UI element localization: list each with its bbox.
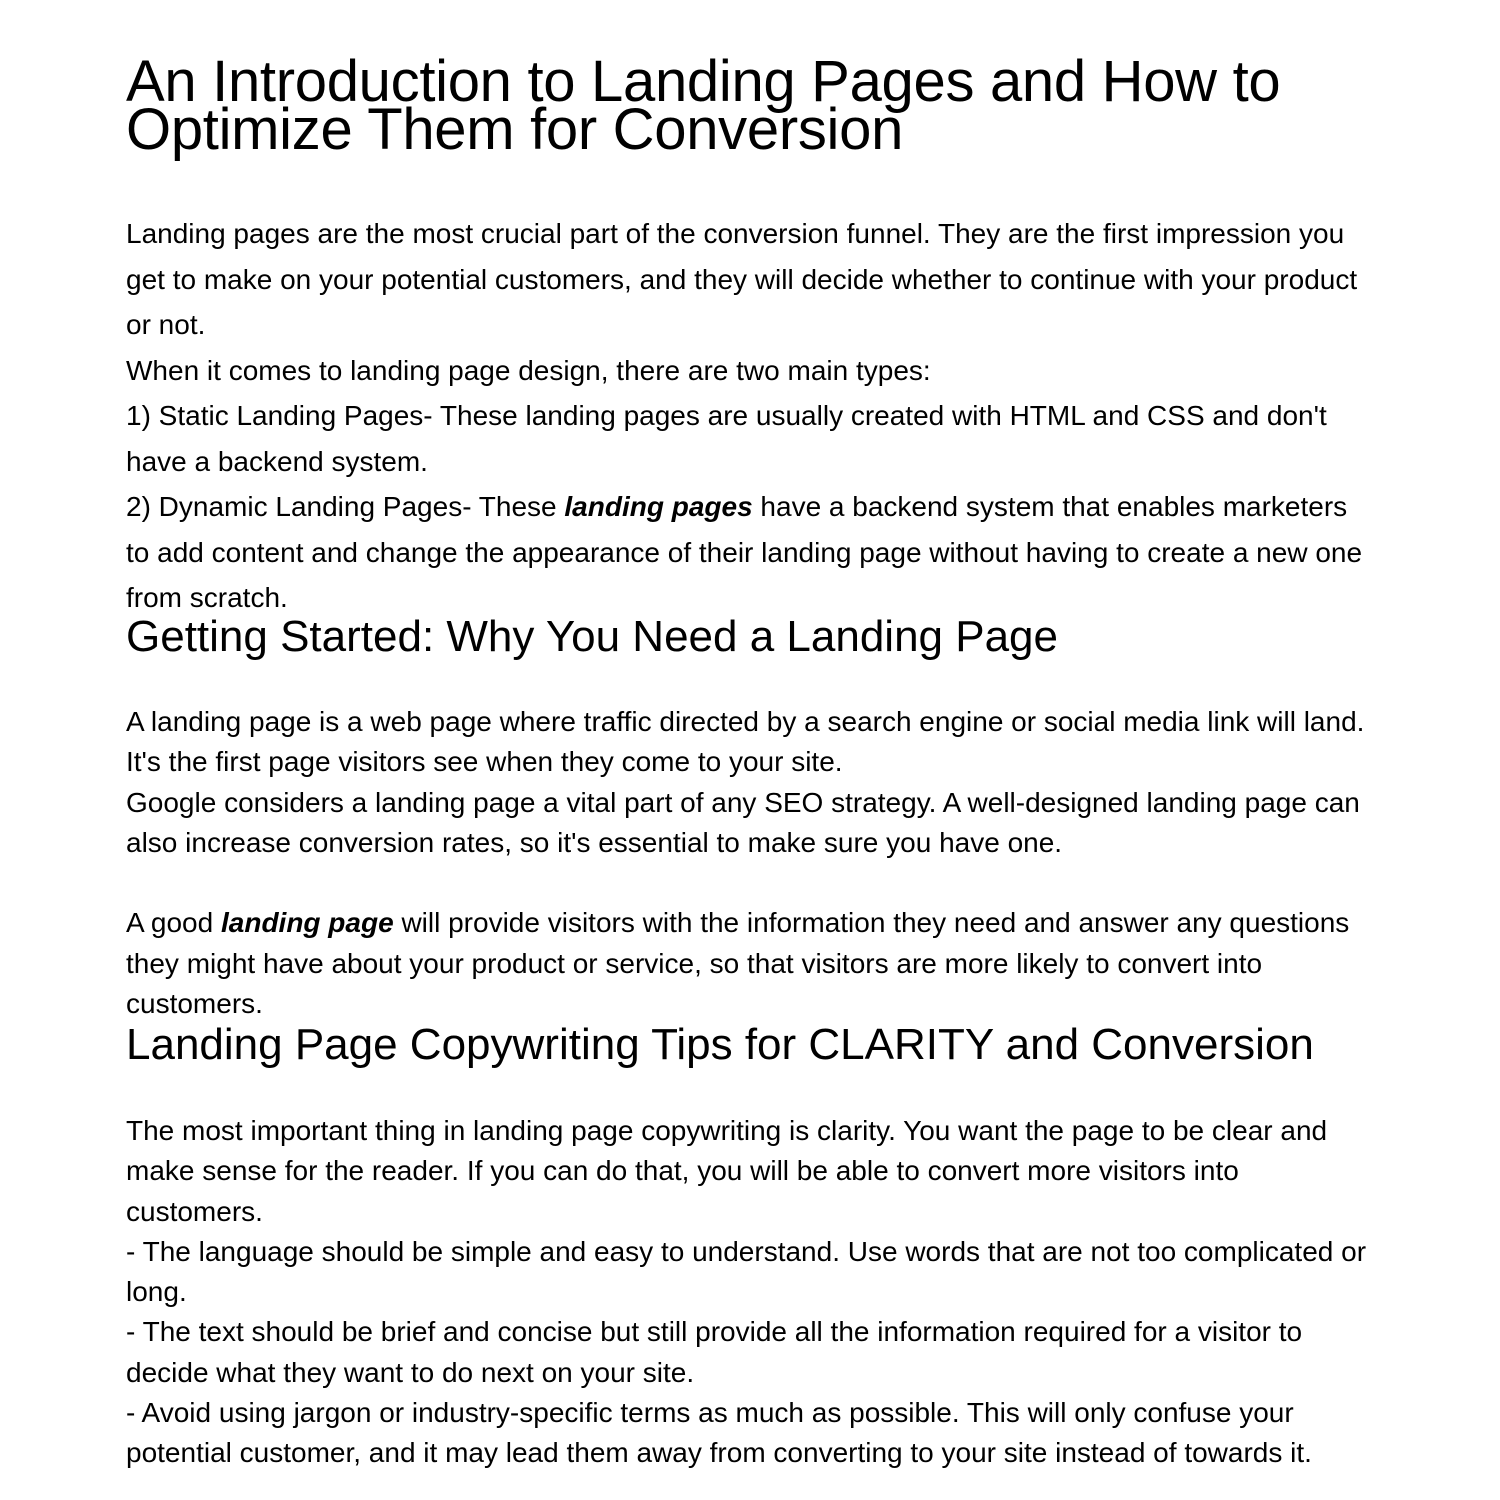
intro-paragraph-1: Landing pages are the most crucial part of the conversion funnel. They are the first impression you get to make on your potential customers, and they will decide whether to continue with your product or not. bbox=[126, 218, 1358, 340]
intro-p4-before: 2) Dynamic Landing Pages- These bbox=[126, 491, 565, 522]
document-title bbox=[126, 49, 1376, 162]
bullet-item: - Avoid using jargon or industry-specific terms as much as possible. This will only confuse your potential customer, and it may lead them away from converting to your site instead of towards it. bbox=[126, 1397, 1312, 1469]
section-2-heading: Landing Page Copywriting Tips for CLARITY and Conversion bbox=[126, 1020, 1314, 1069]
section-2-body bbox=[126, 1111, 1376, 1474]
section-1-paragraph-3 bbox=[126, 903, 1376, 1024]
intro-paragraph-4 bbox=[126, 484, 1376, 621]
intro-paragraph-2: When it comes to landing page design, there are two main types: bbox=[126, 354, 931, 386]
intro-p4-after: have a backend system that enables marketers to add content and change the appearance of their landing page without having to create a new one from scratch. bbox=[126, 491, 1363, 613]
bullet-item: - The text should be brief and concise but still provide all the information required for a visitor to decide what they want to do next on your site. bbox=[126, 1316, 1303, 1388]
section-1-paragraph-1: A landing page is a web page where traffic directed by a search engine or social media link will land. It's the first page visitors see when they come to your site. bbox=[126, 706, 1365, 778]
s1-p3-emphasis: landing page bbox=[220, 907, 394, 939]
bullet-item: - The language should be simple and easy to understand. Use words that are not too complicated or long. bbox=[126, 1235, 1367, 1308]
section-1-heading: Getting Started: Why You Need a Landing Page bbox=[126, 612, 1058, 661]
s1-p3-after: will provide visitors with the information they need and answer any questions they might have about your product or service, so that visitors are more likely to convert into customers. bbox=[126, 907, 1350, 1020]
section-1-body bbox=[126, 702, 1376, 1024]
intro-section bbox=[126, 211, 1376, 621]
title-line-1: An Introduction to Landing Pages and How to bbox=[126, 49, 1281, 114]
s1-p3-before: A good bbox=[126, 907, 221, 939]
intro-paragraph-3: 1) Static Landing Pages- These landing pages are usually created with HTML and CSS and don't have a backend system. bbox=[126, 400, 1327, 477]
title-line-2: Optimize Them for Conversion bbox=[126, 97, 904, 162]
document-page bbox=[126, 0, 1376, 1500]
section-1-paragraph-2: Google considers a landing page a vital part of any SEO strategy. A well-designed landing page can also increase conversion rates, so it's essential to make sure you have one. bbox=[126, 786, 1360, 858]
section-2-paragraph-1: The most important thing in landing page copywriting is clarity. You want the page to be clear and make sense for the reader. If you can do that, you will be able to convert more visitors into customers. bbox=[126, 1115, 1328, 1227]
intro-p4-emphasis: landing pages bbox=[564, 491, 753, 522]
paragraph-gap bbox=[126, 863, 1376, 903]
